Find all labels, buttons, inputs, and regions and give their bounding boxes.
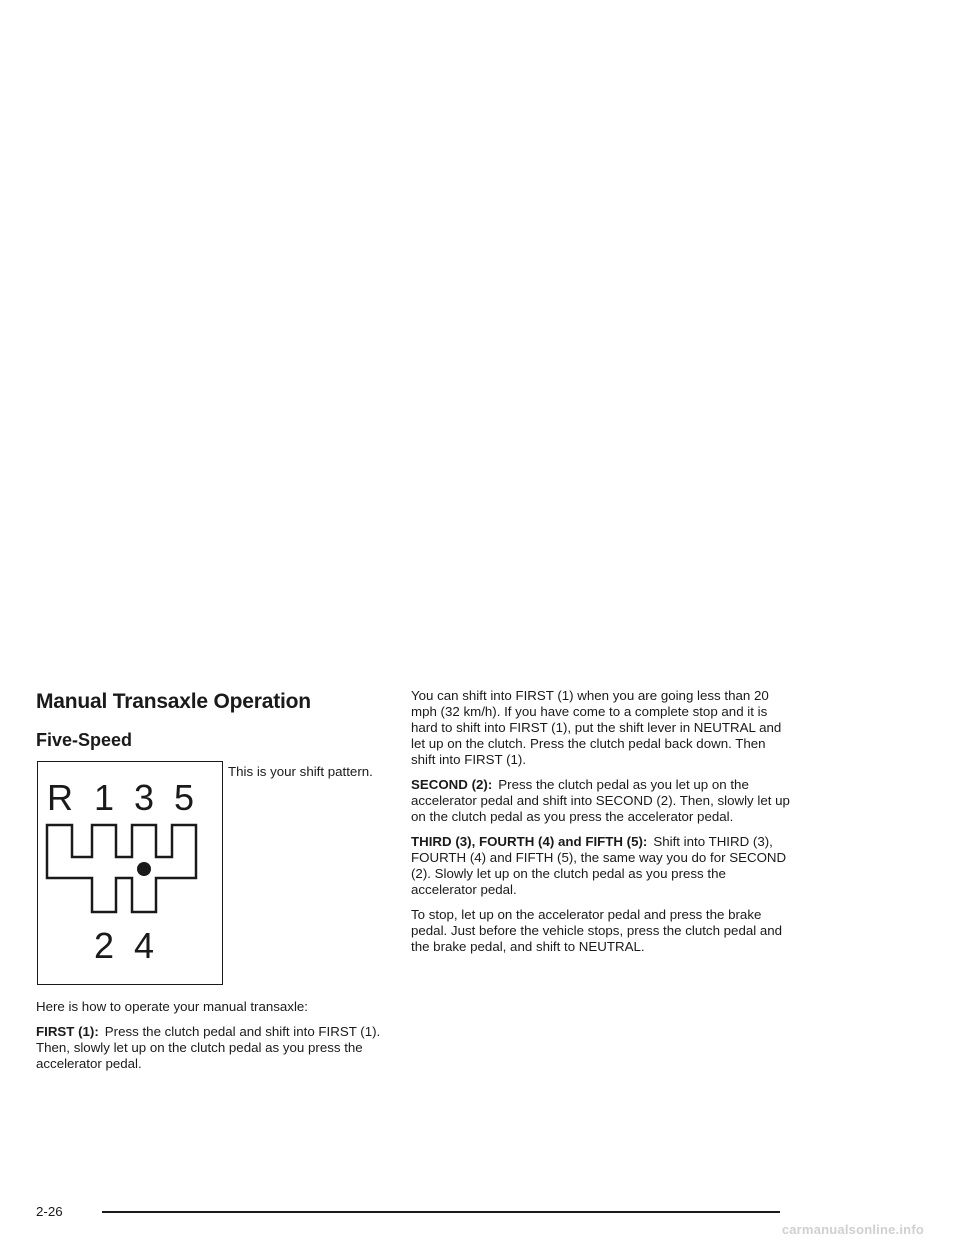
footer-rule [102,1211,780,1213]
intro-paragraph: Here is how to operate your manual transaxle: [36,999,308,1014]
second-gear-text: Press the clutch pedal as you let up on the accelerator pedal and shift into SECOND (2). Then, slowly let up on the clutch pedal as you press the accelerator pedal. [411,777,790,824]
gear-label-3: 3 [133,777,155,818]
subsection-title: Five-Speed [36,730,133,750]
first-gear-lead: FIRST (1): [36,1024,99,1039]
gear-label-1: 1 [93,777,115,818]
gear-label-5: 5 [173,777,195,818]
second-gear-lead: SECOND (2): [411,777,493,792]
gear-label-4: 4 [133,925,155,966]
left-column [36,688,396,1081]
first-gear-note-paragraph: You can shift into FIRST (1) when you are going less than 20 mph (32 km/h). If you have come to a complete stop and it is hard to shift into FIRST (1), put the shift lever in NEUTRAL and let up on the clutch. Press the clutch pedal back down. Then shift into FIRST (1). [411,688,782,767]
third-fifth-gear-text: Shift into THIRD (3), FOURTH (4) and FIFTH (5), the same way you do for SECOND (2). Slowly let up on the clutch pedal as you press the accelerator pedal. [411,834,787,897]
first-gear-paragraph [36,1024,396,1072]
third-fifth-gear-lead: THIRD (3), FOURTH (4) and FIFTH (5): [411,834,648,849]
right-column [411,688,791,964]
shift-knob-neutral [137,862,151,876]
second-gear-paragraph [411,777,791,825]
shift-gate-outline [47,825,196,912]
shift-pattern-figure [37,761,223,985]
figure-caption-text: This is your shift pattern. [228,764,373,779]
section-title: Manual Transaxle Operation [36,690,311,713]
figure-caption [228,764,398,780]
page-number: 2-26 [36,1204,63,1219]
watermark: carmanualsonline.info [781,1222,924,1237]
third-fifth-gear-paragraph [411,834,791,898]
shift-pattern-diagram [38,762,221,983]
gear-label-2: 2 [93,925,115,966]
figure-row [36,761,396,999]
gear-label-r: R [47,777,73,818]
stop-paragraph: To stop, let up on the accelerator pedal and press the brake pedal. Just before the vehicle stops, press the clutch pedal and the brake pedal, and shift to NEUTRAL. [411,907,783,954]
first-gear-text: Press the clutch pedal and shift into FIRST (1). Then, slowly let up on the clutch pedal as you press the accelerator pedal. [36,1024,381,1071]
